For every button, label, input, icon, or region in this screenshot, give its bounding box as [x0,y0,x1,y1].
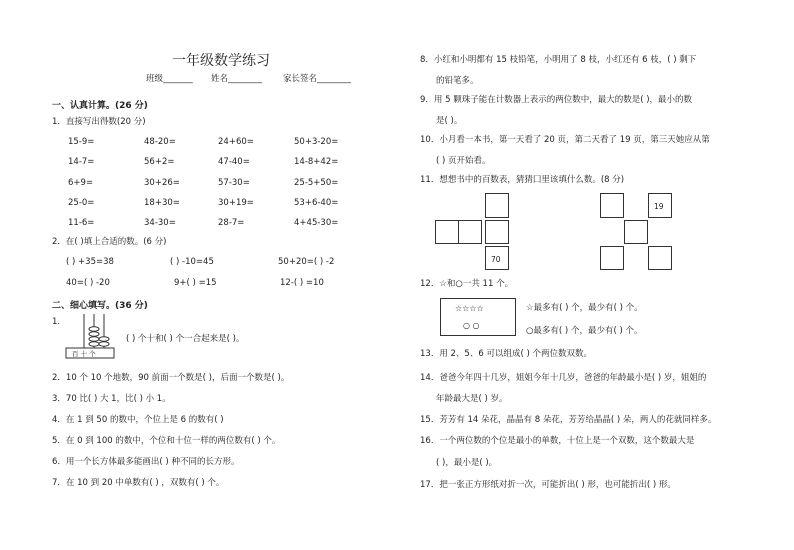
q12-text: 12．☆和○一共 11 个。 [420,279,514,289]
calc-item: 4+45-30= [294,218,339,228]
q16-line1: 16．一个两位数的个位是最小的单数，十位上是一个双数，这个数最大是 [420,436,695,446]
fill-item[interactable]: 9+( ) =15 [174,278,217,288]
abacus-label: 百 十 个 [72,350,96,358]
q6[interactable]: 6．用一个长方体最多能画出( ) 种不同的长方形。 [52,457,240,467]
chart-number: 70 [491,255,501,264]
chart-cell[interactable] [648,193,672,218]
calc-item: 34-30= [144,218,176,228]
q3[interactable]: 3．70 比( ) 大 1，比( ) 小 1。 [52,394,171,404]
name-field[interactable]: 姓名________ [211,74,263,84]
q9-line2[interactable]: 是( )。 [436,116,463,126]
fill-item[interactable]: 40=( ) -20 [66,278,110,288]
section-1-title: 一、认真计算。(26 分) [52,101,148,111]
fill-item[interactable]: 12-( ) =10 [280,278,324,288]
section-2-title: 二、细心填写。(36 分) [52,301,148,311]
calc-item: 6+9= [68,178,94,188]
chart-cell[interactable] [485,220,509,244]
q12-circles-answer[interactable]: ○最多有( ) 个，最少有( ) 个。 [526,326,643,336]
calc-item: 53+6-40= [294,198,339,208]
q17[interactable]: 17．把一张正方形纸对折一次，可能折出( ) 形，也可能折出( ) 形。 [420,480,676,490]
stars: ☆☆☆☆ [455,304,484,313]
q12-stars-answer[interactable]: ☆最多有( ) 个，最少有( ) 个。 [526,303,643,313]
calc-item: 50+3-20= [294,137,339,147]
q4[interactable]: 4．在 1 到 50 的数中，个位上是 6 的数有( ) [52,415,224,425]
q16-line2[interactable]: ( )，最小是( )。 [436,458,498,468]
fill-item[interactable]: ( ) -10=45 [170,257,214,267]
calc-item: 14-8+42= [294,157,339,167]
q8-line2: 的铅笔多。 [436,76,479,86]
calc-item: 24+60= [218,137,254,147]
calc-item: 30+26= [144,178,180,188]
q2-label: 2．在( )填上合适的数。(6 分) [52,237,167,247]
chart-cell[interactable] [600,193,624,218]
q2[interactable]: 2．10 个 10 个地数，90 前面一个数是( )，后面一个数是( )。 [52,373,290,383]
calc-item: 30+19= [218,198,254,208]
q8-line1[interactable]: 8．小红和小明都有 15 枝铅笔，小明用了 8 枝，小红还有 6 枝，( ) 剩下 [420,55,697,65]
calc-item: 25-0= [68,198,95,208]
chart-number: 19 [654,202,664,211]
q15[interactable]: 15．芳芳有 14 朵花，晶晶有 8 朵花，芳芳给晶晶( ) 朵，两人的花就同样多。 [420,415,717,425]
chart-cell[interactable] [624,220,648,244]
calc-item: 15-9= [68,137,95,147]
q13[interactable]: 13．用 2、5、6 可以组成( ) 个两位数双数。 [420,349,592,359]
calc-item: 47-40= [218,157,250,167]
calc-item: 56+2= [144,157,175,167]
calc-item: 57-30= [218,178,250,188]
chart-cell[interactable] [648,246,672,270]
q1-label: 1．直接写出得数(20 分) [52,117,146,127]
circles: ○ ○ [463,321,480,330]
calc-item: 11-6= [68,218,95,228]
calc-item: 48-20= [144,137,176,147]
chart-cell[interactable] [485,193,509,218]
q9-line1[interactable]: 9．用 5 颗珠子能在计数器上表示的两位数中，最大的数是( )，最小的数 [420,95,693,105]
q5[interactable]: 5．在 0 到 100 的数中，个位和十位一样的两位数有( ) 个。 [52,436,281,446]
calc-item: 18+30= [144,198,180,208]
chart-cell[interactable] [600,246,624,270]
chart-cell[interactable] [458,220,482,244]
q10-line2[interactable]: ( ) 页开始看。 [436,156,491,166]
fill-item[interactable]: 50+20=( ) -2 [278,257,335,267]
calc-item: 28-7= [218,218,245,228]
q7[interactable]: 7．在 10 到 20 中单数有( ) ，双数有( ) 个。 [52,478,225,488]
parent-signature-field[interactable]: 家长签名________ [283,74,352,84]
calc-item: 25-5+50= [294,178,339,188]
q14-line1[interactable]: 14．爸爸今年四十几岁，姐姐今年十几岁，爸爸的年龄最小是( ) 岁，姐姐的 [420,373,707,383]
q10-line1: 10．小月看一本书，第一天看了 20 页，第二天看了 19 页，第三天她应从第 [420,135,710,145]
calc-item: 14-7= [68,157,95,167]
chart-cell[interactable] [435,220,459,244]
page-title: 一年级数学练习 [172,53,270,69]
chart-cell[interactable] [485,246,509,270]
fill-item[interactable]: ( ) +35=38 [66,257,114,267]
q1-text[interactable]: ( ) 个十和( ) 个一合起来是( )。 [126,334,245,344]
q11-text: 11．想想书中的百数表，猜猜囗里该填什么数。(8 分) [420,175,625,185]
q14-line2[interactable]: 年龄最大是( ) 岁。 [436,394,508,404]
class-field[interactable]: 班级_______ [146,74,193,84]
q1-number: 1. [52,317,61,327]
